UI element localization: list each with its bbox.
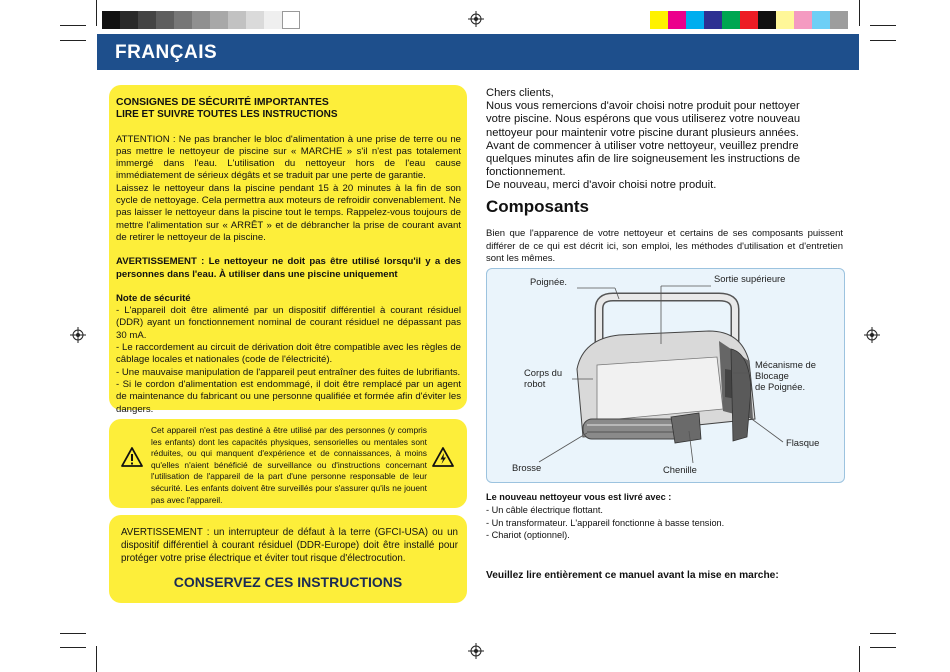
keep-instructions-heading: CONSERVEZ CES INSTRUCTIONS [173,574,403,590]
gray-swatch [156,11,174,29]
intro-line: votre piscine. Nous espérons que vous utiliserez votre nouveau [486,113,801,126]
components-heading: Composants [486,197,589,216]
process-swatch [776,11,794,29]
read-manual-notice: Veuillez lire entièrement ce manuel avant la mise en marche: [486,570,779,581]
label-handle-lock: Mécanisme de Blocage de Poignée. [755,359,816,392]
safety-note-title: Note de sécurité [116,292,191,304]
safety-note-item: - Le raccordement au circuit de dérivation doit être compatible avec les règles de câblage locales et nationales (code de l'électricité). [116,342,461,366]
language-header-band [97,34,859,70]
warning-paragraph: AVERTISSEMENT : Le nettoyeur ne doit pas être utilisé lorsqu'il y a des personnes dans l'eau. À utiliser dans une piscine uniquement [116,256,461,280]
delivered-item: - Un câble électrique flottant. [486,504,603,515]
label-top-outlet: Sortie supérieure [714,273,786,284]
label-brush: Brosse [512,462,542,473]
process-swatch [794,11,812,29]
label-handle: Poignée. [530,276,568,287]
gfci-warning-box [109,515,467,603]
safety-note-item: - L'appareil doit être alimenté par un dispositif différentiel à courant résiduel (DDR) ayant un fonctionnement nominal de courant résiduel ne dépassant pas 30 mA. [116,305,461,341]
safety-instructions-box [109,85,467,415]
gray-swatch [138,11,156,29]
intro-line: nettoyeur pour maintenir votre piscine durant plusieurs années. [486,126,799,139]
intro-letter [486,87,846,193]
components-description: Bien que l'apparence de votre nettoyeur et certains de ses composants puissent différer de ce qui est décrit ici, son emploi, les méthodes d'utilisation et d'entretien sont les mêmes. [486,228,843,264]
registration-mark-icon [468,643,484,659]
safety-title: CONSIGNES DE SÉCURITÉ IMPORTANTES [116,97,329,108]
registration-mark-icon [70,327,86,343]
process-swatch [740,11,758,29]
delivered-item: - Chariot (optionnel). [486,530,570,541]
gray-swatch [264,11,282,29]
children-warning-box [109,419,467,508]
gray-swatch [210,11,228,29]
gray-swatch [120,11,138,29]
process-swatch [830,11,848,29]
process-swatch [758,11,776,29]
process-color-bar [650,11,848,29]
intro-line: quelques minutes afin de lire soigneusement les instructions de [486,153,801,166]
delivered-title: Le nouveau nettoyeur vous est livré avec : [486,492,672,502]
safety-note-item: - Si le cordon d'alimentation est endommagé, il doit être remplacé par un agent de maintenance du fabricant ou une personne qualifiée et formée afin d'éviter les dangers. [116,378,461,415]
process-swatch [668,11,686,29]
safety-note-item: - Une mauvaise manipulation de l'appareil peut entraîner des fuites de lubrifiants. [116,366,461,378]
intro-line: Avant de commencer à utiliser votre nettoyeur, veuillez prendre [486,139,799,152]
registration-mark-icon [864,327,880,343]
gray-swatch [228,11,246,29]
gray-swatch [282,11,300,29]
attention-paragraph: ATTENTION : Ne pas brancher le bloc d'alimentation à une prise de terre ou ne pas mettre le nettoyeur de piscine sur « MARCHE » s'il n'est pas totalement immergé dans l'eau. L'utilisation du nettoyeur hors de l'eau cause immédiatement de sérieux dégâts et se traduit par une perte de garantie. [116,133,461,182]
warning-triangle-icon [121,447,143,467]
gray-swatch [102,11,120,29]
delivered-items-section [486,491,846,542]
label-robot-body: Corps du robot [524,367,563,389]
robot-components-diagram [486,268,845,483]
delivered-item: - Un transformateur. L'appareil fonctionne à basse tension. [486,517,725,528]
gfci-warning-text: AVERTISSEMENT : un interrupteur de défaut à la terre (GFCI-USA) ou un dispositif différentiel à courant résiduel (DDR-Europe) doit être installé pour protéger votre prise électrique et éviter tout risque d'électrocution. [121,527,458,564]
children-warning-text: Cet appareil n'est pas destiné à être utilisé par des personnes (y compris les enfants) dont les capacités physiques, sensorielles ou mentales sont réduites, ou qui manquent d'expérience et de connaissances, à moins qu'elles n'aient bénéficié de surveillance ou d'instructions concernant l'utilisation de l'appareil de la part d'une personne responsable de leur sécurité. Les enfants doivent être surveillés pour s'assurer qu'ils ne jouent pas avec l'appareil. [151,425,427,505]
process-swatch [704,11,722,29]
language-title: FRANÇAIS [115,42,218,63]
label-track: Chenille [663,464,697,475]
safety-subtitle: LIRE ET SUIVRE TOUTES LES INSTRUCTIONS [116,109,338,121]
intro-line: De nouveau, merci d'avoir choisi notre produit. [486,179,717,192]
cooling-paragraph: Laissez le nettoyeur dans la piscine pendant 15 à 20 minutes à la fin de son cycle de nettoyage. Cela permettra aux moteurs de refroidir convenablement. Ne pas laisser le nettoyeur dans la piscine tout le temps. Rappelez-vous toujours de mettre l'alimentation sur « ARRÊT » et de débrancher la prise de courant avant de retirer le nettoyeur de la piscine. [116,182,461,243]
gray-swatch [192,11,210,29]
gray-swatch [246,11,264,29]
intro-line: Nous vous remercions d'avoir choisi notre produit pour nettoyer [486,100,800,113]
gray-swatch [174,11,192,29]
process-swatch [686,11,704,29]
intro-line: fonctionnement. [486,166,566,179]
registration-mark-icon [468,11,484,27]
label-flank: Flasque [786,437,820,448]
process-swatch [722,11,740,29]
grayscale-color-bar [102,11,300,29]
process-swatch [812,11,830,29]
electric-shock-icon [432,447,454,467]
intro-line: Chers clients, [486,87,554,99]
process-swatch [650,11,668,29]
